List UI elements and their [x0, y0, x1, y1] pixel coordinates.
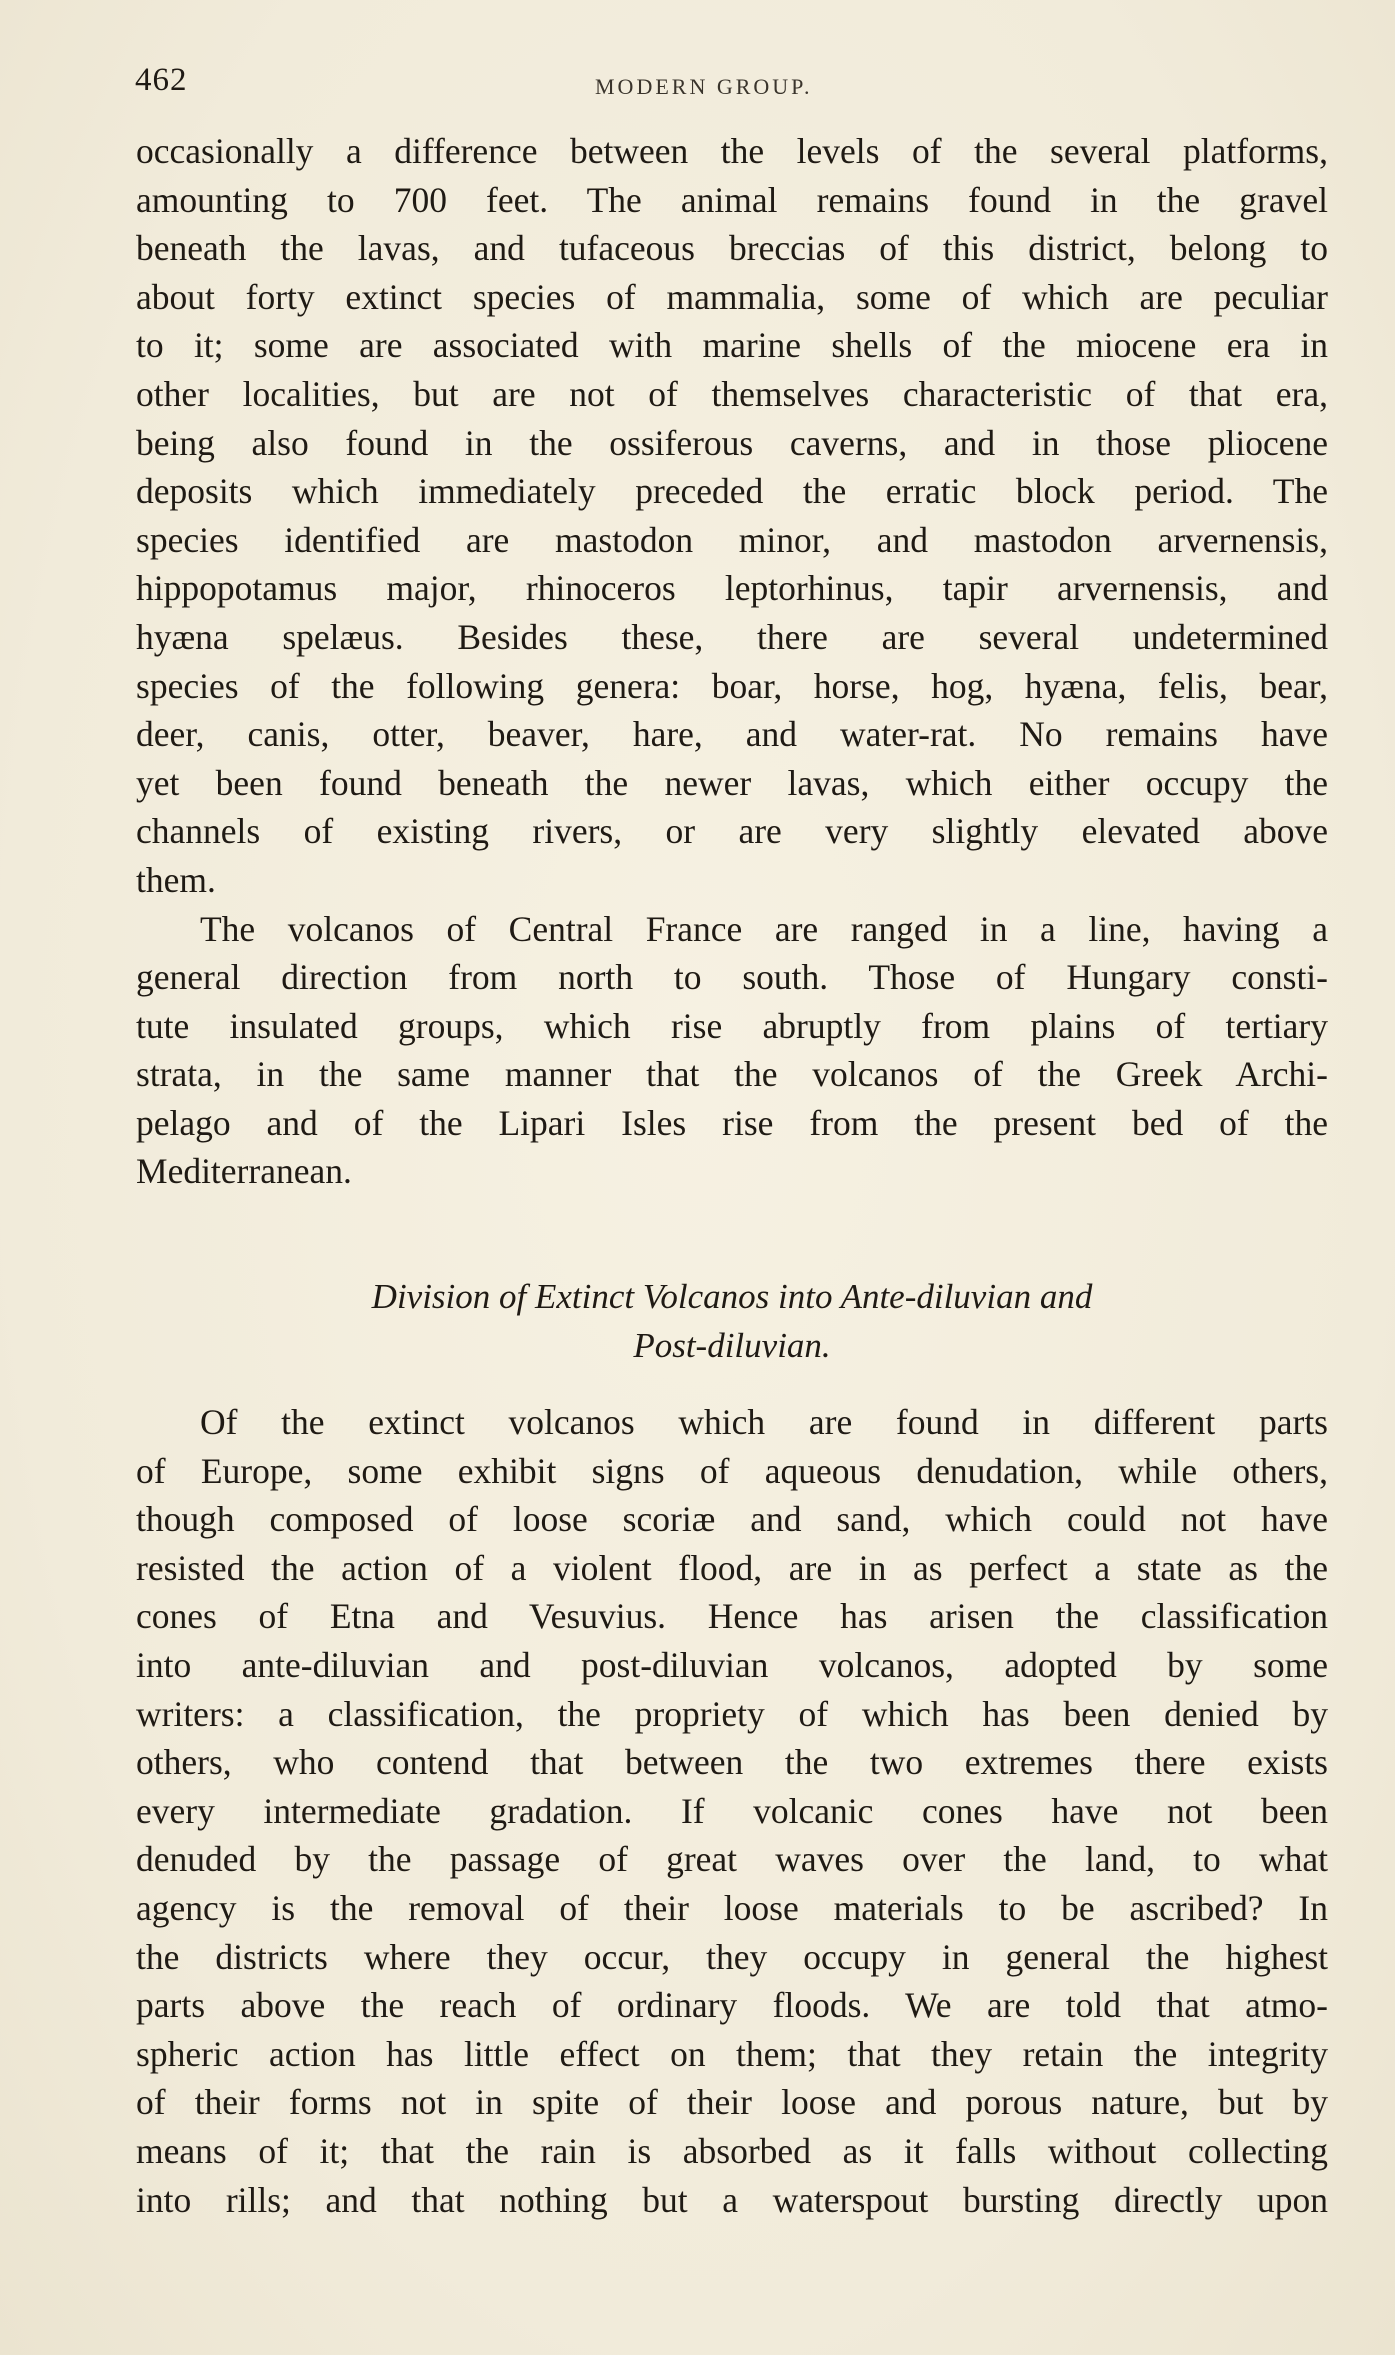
- text-line: deposits which immediately preceded the erratic block period. The: [136, 471, 1328, 512]
- section-heading-line: Division of Extinct Volcanos into Ante-diluvian and: [371, 1277, 1093, 1316]
- text-line: denuded by the passage of great waves over the land, to what: [136, 1839, 1328, 1880]
- text-line: about forty extinct species of mammalia, some of which are peculiar: [136, 276, 1328, 317]
- text-line: others, who contend that between the two extremes there exists: [136, 1742, 1328, 1783]
- running-head: [135, 62, 1330, 106]
- text-line: Mediterranean.: [136, 1151, 352, 1192]
- page-number: 462: [135, 62, 188, 98]
- text-line: to it; some are associated with marine shells of the miocene era in: [136, 325, 1328, 366]
- text-line: general direction from north to south. Those of Hungary consti-: [136, 957, 1328, 998]
- text-line: spheric action has little effect on them; that they retain the integrity: [136, 2033, 1328, 2074]
- text-line: hyæna spelæus. Besides these, there are several undetermined: [136, 616, 1328, 657]
- running-title: MODERN GROUP.: [595, 74, 813, 99]
- text-line: being also found in the ossiferous caverns, and in those pliocene: [136, 422, 1328, 463]
- text-line: resisted the action of a violent flood, are in as perfect a state as the: [136, 1547, 1328, 1588]
- text-line: strata, in the same manner that the volcanos of the Greek Archi-: [136, 1054, 1328, 1095]
- section-heading: [136, 1272, 1328, 1370]
- text-line: agency is the removal of their loose materials to be ascribed? In: [136, 1887, 1328, 1928]
- text-line: deer, canis, otter, beaver, hare, and water-rat. No remains have: [136, 714, 1328, 755]
- text-line: cones of Etna and Vesuvius. Hence has arisen the classification: [136, 1596, 1328, 1637]
- text-line: every intermediate gradation. If volcanic cones have not been: [136, 1790, 1328, 1831]
- text-line: into ante-diluvian and post-diluvian volcanos, adopted by some: [136, 1644, 1328, 1685]
- paragraph-3: [136, 1398, 1328, 2224]
- text-line: hippopotamus major, rhinoceros leptorhinus, tapir arvernensis, and: [136, 568, 1328, 609]
- text-line: The volcanos of Central France are ranged in a line, having a: [200, 908, 1328, 949]
- text-line: channels of existing rivers, or are very slightly elevated above: [136, 811, 1328, 852]
- text-line: pelago and of the Lipari Isles rise from the present bed of the: [136, 1102, 1328, 1143]
- text-line: species of the following genera: boar, horse, hog, hyæna, felis, bear,: [136, 665, 1328, 706]
- text-line: other localities, but are not of themselves characteristic of that era,: [136, 373, 1328, 414]
- text-line: the districts where they occur, they occupy in general the highest: [136, 1936, 1328, 1977]
- text-line: occasionally a difference between the levels of the several platforms,: [136, 131, 1328, 171]
- text-line: means of it; that the rain is absorbed as it falls without collecting: [136, 2130, 1328, 2171]
- text-line: tute insulated groups, which rise abruptly from plains of tertiary: [136, 1005, 1328, 1046]
- paragraph-1: [136, 127, 1328, 1196]
- text-line: beneath the lavas, and tufaceous breccias of this district, belong to: [136, 228, 1328, 269]
- text-line: of their forms not in spite of their loose and porous nature, but by: [136, 2082, 1328, 2123]
- text-line: yet been found beneath the newer lavas, which either occupy the: [136, 762, 1328, 803]
- text-line: amounting to 700 feet. The animal remains found in the gravel: [136, 179, 1328, 220]
- text-line: though composed of loose scoriæ and sand, which could not have: [136, 1499, 1328, 1540]
- text-line: species identified are mastodon minor, and mastodon arvernensis,: [136, 519, 1328, 560]
- text-line: parts above the reach of ordinary floods. We are told that atmo-: [136, 1985, 1328, 2026]
- text-line: of Europe, some exhibit signs of aqueous denudation, while others,: [136, 1450, 1328, 1491]
- text-line: into rills; and that nothing but a waterspout bursting directly upon: [136, 2179, 1328, 2220]
- text-line: writers: a classification, the propriety of which has been denied by: [136, 1693, 1328, 1734]
- text-line: Of the extinct volcanos which are found in different parts: [200, 1402, 1328, 1442]
- text-line: them.: [136, 859, 216, 900]
- section-heading-line: Post-diluvian.: [633, 1326, 831, 1365]
